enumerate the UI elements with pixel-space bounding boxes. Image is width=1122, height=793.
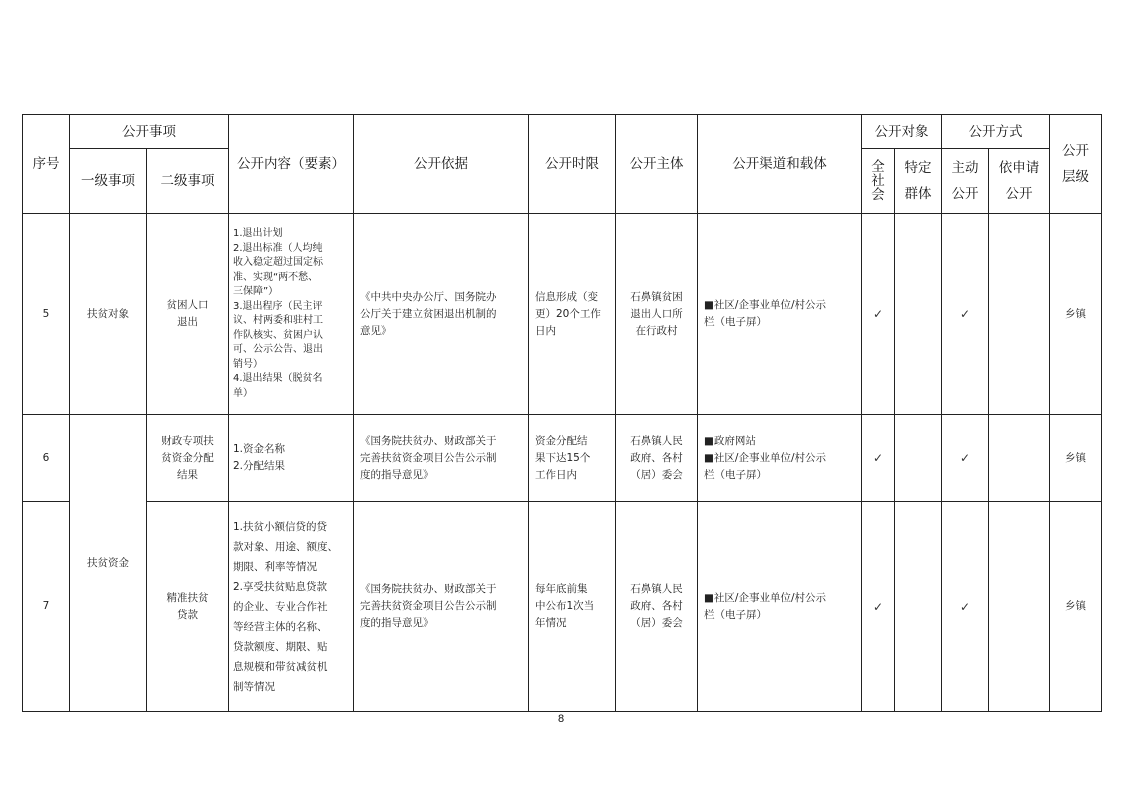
- text-line: 栏（电子屏）: [704, 468, 767, 481]
- text-line: ■社区/企事业单位/村公示: [704, 591, 826, 604]
- text-line: （居）委会: [630, 617, 683, 629]
- header-content: 公开内容（要素）: [229, 115, 354, 214]
- page-number: 8: [557, 713, 565, 725]
- text-line: 贫困人口: [166, 299, 209, 311]
- text-line: 可、公示公告、退出: [233, 344, 323, 355]
- text-line: 石鼻镇人民: [630, 434, 683, 447]
- header-basis: 公开依据: [354, 115, 529, 214]
- text-line: 贷款: [177, 608, 198, 621]
- row-subject: [616, 502, 698, 712]
- header-level-line: 公开: [1062, 143, 1089, 159]
- text-line: 贫资金分配: [161, 451, 214, 464]
- check-icon: ✓: [862, 214, 895, 415]
- header-method-active: [942, 149, 989, 214]
- table-row: [23, 415, 1102, 502]
- text-line: 《国务院扶贫办、财政部关于: [360, 583, 497, 595]
- text-line: 销号）: [233, 358, 263, 370]
- text-line: 公厅关于建立贫困退出机制的: [360, 307, 497, 320]
- row-seq: 6: [23, 415, 70, 502]
- row-basis: [354, 214, 529, 415]
- text-line: 财政专项扶: [161, 434, 214, 447]
- text-line: 意见》: [360, 324, 392, 337]
- row-target-specific: [895, 502, 942, 712]
- text-line: 栏（电子屏）: [704, 608, 767, 621]
- text-line: 年情况: [535, 617, 567, 629]
- header-level-line: 层级: [1062, 169, 1089, 185]
- header-items-group: 公开事项: [70, 115, 229, 149]
- row-time-limit: [529, 214, 616, 415]
- text-line: 结果: [177, 468, 198, 481]
- row-level: 乡镇: [1050, 415, 1102, 502]
- text-line: 政府、各村: [630, 600, 683, 612]
- header-target-group: 公开对象: [862, 115, 942, 149]
- header-target-specific-line: 群体: [904, 186, 932, 202]
- check-icon: ✓: [862, 502, 895, 712]
- text-line: 2.享受扶贫贴息贷款: [233, 580, 328, 593]
- text-line: 2.退出标准（人均纯: [233, 242, 323, 254]
- text-line: 度的指导意见》: [360, 617, 434, 629]
- text-line: 度的指导意见》: [360, 468, 434, 481]
- header-method-active-line: 公开: [951, 186, 979, 202]
- text-line: 贷款额度、期限、贴: [233, 640, 328, 653]
- check-icon: ✓: [942, 415, 989, 502]
- row-time-limit: [529, 415, 616, 502]
- text-line: 2.分配结果: [233, 460, 286, 472]
- text-line: 精准扶贫: [166, 591, 209, 604]
- row-subject: [616, 214, 698, 415]
- row-content: [229, 415, 354, 502]
- row-method-apply: [989, 415, 1050, 502]
- text-line: 更）20个工作: [535, 307, 601, 320]
- text-line: 信息形成（变: [535, 290, 598, 303]
- text-line: 《中共中央办公厅、国务院办: [360, 290, 497, 303]
- header-target-all-char: 会: [871, 187, 885, 203]
- row-level1: 扶贫对象: [70, 214, 147, 415]
- row-level2: [147, 214, 229, 415]
- header-method-apply-line: 依申请: [998, 160, 1040, 176]
- text-line: 政府、各村: [630, 451, 683, 464]
- check-icon: ✓: [862, 415, 895, 502]
- row-time-limit: [529, 502, 616, 712]
- header-method-active-line: 主动: [951, 160, 979, 176]
- text-line: 等经营主体的名称、: [233, 620, 328, 633]
- row-basis: [354, 415, 529, 502]
- row-seq: 5: [23, 214, 70, 415]
- text-line: 退出: [177, 316, 198, 328]
- row-method-apply: [989, 214, 1050, 415]
- text-line: 栏（电子屏）: [704, 316, 767, 328]
- row-level2: [147, 502, 229, 712]
- row-content: [229, 502, 354, 712]
- row-seq: 7: [23, 502, 70, 712]
- header-time-limit: 公开时限: [529, 115, 616, 214]
- check-icon: ✓: [942, 214, 989, 415]
- text-line: 日内: [535, 324, 556, 337]
- table-row: [23, 214, 1102, 415]
- text-line: ■社区/企事业单位/村公示: [704, 299, 826, 311]
- text-line: 三保障”）: [233, 286, 279, 297]
- text-line: 款对象、用途、额度、: [233, 540, 338, 553]
- text-line: 每年底前集: [535, 583, 588, 595]
- row-content: [229, 214, 354, 415]
- row-level: 乡镇: [1050, 502, 1102, 712]
- row-basis: [354, 502, 529, 712]
- disclosure-table: [22, 114, 1102, 712]
- text-line: ■政府网站: [704, 434, 756, 447]
- header-level2: 二级事项: [147, 149, 229, 214]
- text-line: 资金分配结: [535, 434, 588, 447]
- header-subject: 公开主体: [616, 115, 698, 214]
- text-line: 果下达15个: [535, 451, 591, 464]
- text-line: 单）: [233, 387, 253, 399]
- text-line: 石鼻镇贫困: [630, 290, 683, 303]
- text-line: 准、实现“两不愁、: [233, 271, 319, 283]
- header-method-apply-line: 公开: [1005, 186, 1033, 202]
- row-channel: [698, 415, 862, 502]
- row-channel: [698, 214, 862, 415]
- text-line: 石鼻镇人民: [630, 583, 683, 595]
- text-line: 期限、利率等情况: [233, 560, 317, 573]
- header-target-all: [862, 149, 895, 214]
- text-line: 4.退出结果（脱贫名: [233, 373, 323, 384]
- text-line: 3.退出程序（民主评: [233, 300, 323, 312]
- text-line: 作队核实、贫困户认: [233, 329, 323, 341]
- text-line: 1.资金名称: [233, 443, 286, 455]
- row-method-apply: [989, 502, 1050, 712]
- header-seq: 序号: [23, 115, 70, 214]
- header-target-all-char: 全: [871, 159, 885, 175]
- row-target-specific: [895, 214, 942, 415]
- text-line: 议、村两委和驻村工: [233, 315, 323, 326]
- text-line: 1.扶贫小额信贷的贷: [233, 520, 328, 533]
- text-line: 息规模和带贫减贫机: [233, 660, 328, 673]
- row-level1: 扶贫资金: [70, 415, 147, 712]
- row-level: 乡镇: [1050, 214, 1102, 415]
- text-line: 工作日内: [535, 468, 577, 481]
- row-channel: [698, 502, 862, 712]
- text-line: 退出人口所: [630, 307, 683, 320]
- text-line: （居）委会: [630, 468, 683, 481]
- table-row: [23, 502, 1102, 712]
- header-row-1: [23, 115, 1102, 149]
- text-line: 1.退出计划: [233, 228, 283, 239]
- header-target-all-char: 社: [871, 173, 885, 189]
- row-target-specific: [895, 415, 942, 502]
- text-line: ■社区/企事业单位/村公示: [704, 451, 826, 464]
- header-level1: 一级事项: [70, 149, 147, 214]
- text-line: 《国务院扶贫办、财政部关于: [360, 434, 497, 447]
- row-subject: [616, 415, 698, 502]
- header-level: [1050, 115, 1102, 214]
- text-line: 中公布1次当: [535, 600, 595, 612]
- text-line: 完善扶贫资金项目公告公示制: [360, 600, 497, 612]
- check-icon: ✓: [942, 502, 989, 712]
- text-line: 收入稳定超过国定标: [233, 257, 323, 268]
- text-line: 完善扶贫资金项目公告公示制: [360, 451, 497, 464]
- header-target-specific-line: 特定: [904, 160, 932, 176]
- text-line: 的企业、专业合作社: [233, 600, 328, 613]
- header-channel: 公开渠道和载体: [698, 115, 862, 214]
- text-line: 在行政村: [635, 324, 678, 337]
- text-line: 制等情况: [233, 680, 275, 693]
- header-target-specific: [895, 149, 942, 214]
- header-method-apply: [989, 149, 1050, 214]
- row-level2: [147, 415, 229, 502]
- header-method-group: 公开方式: [942, 115, 1050, 149]
